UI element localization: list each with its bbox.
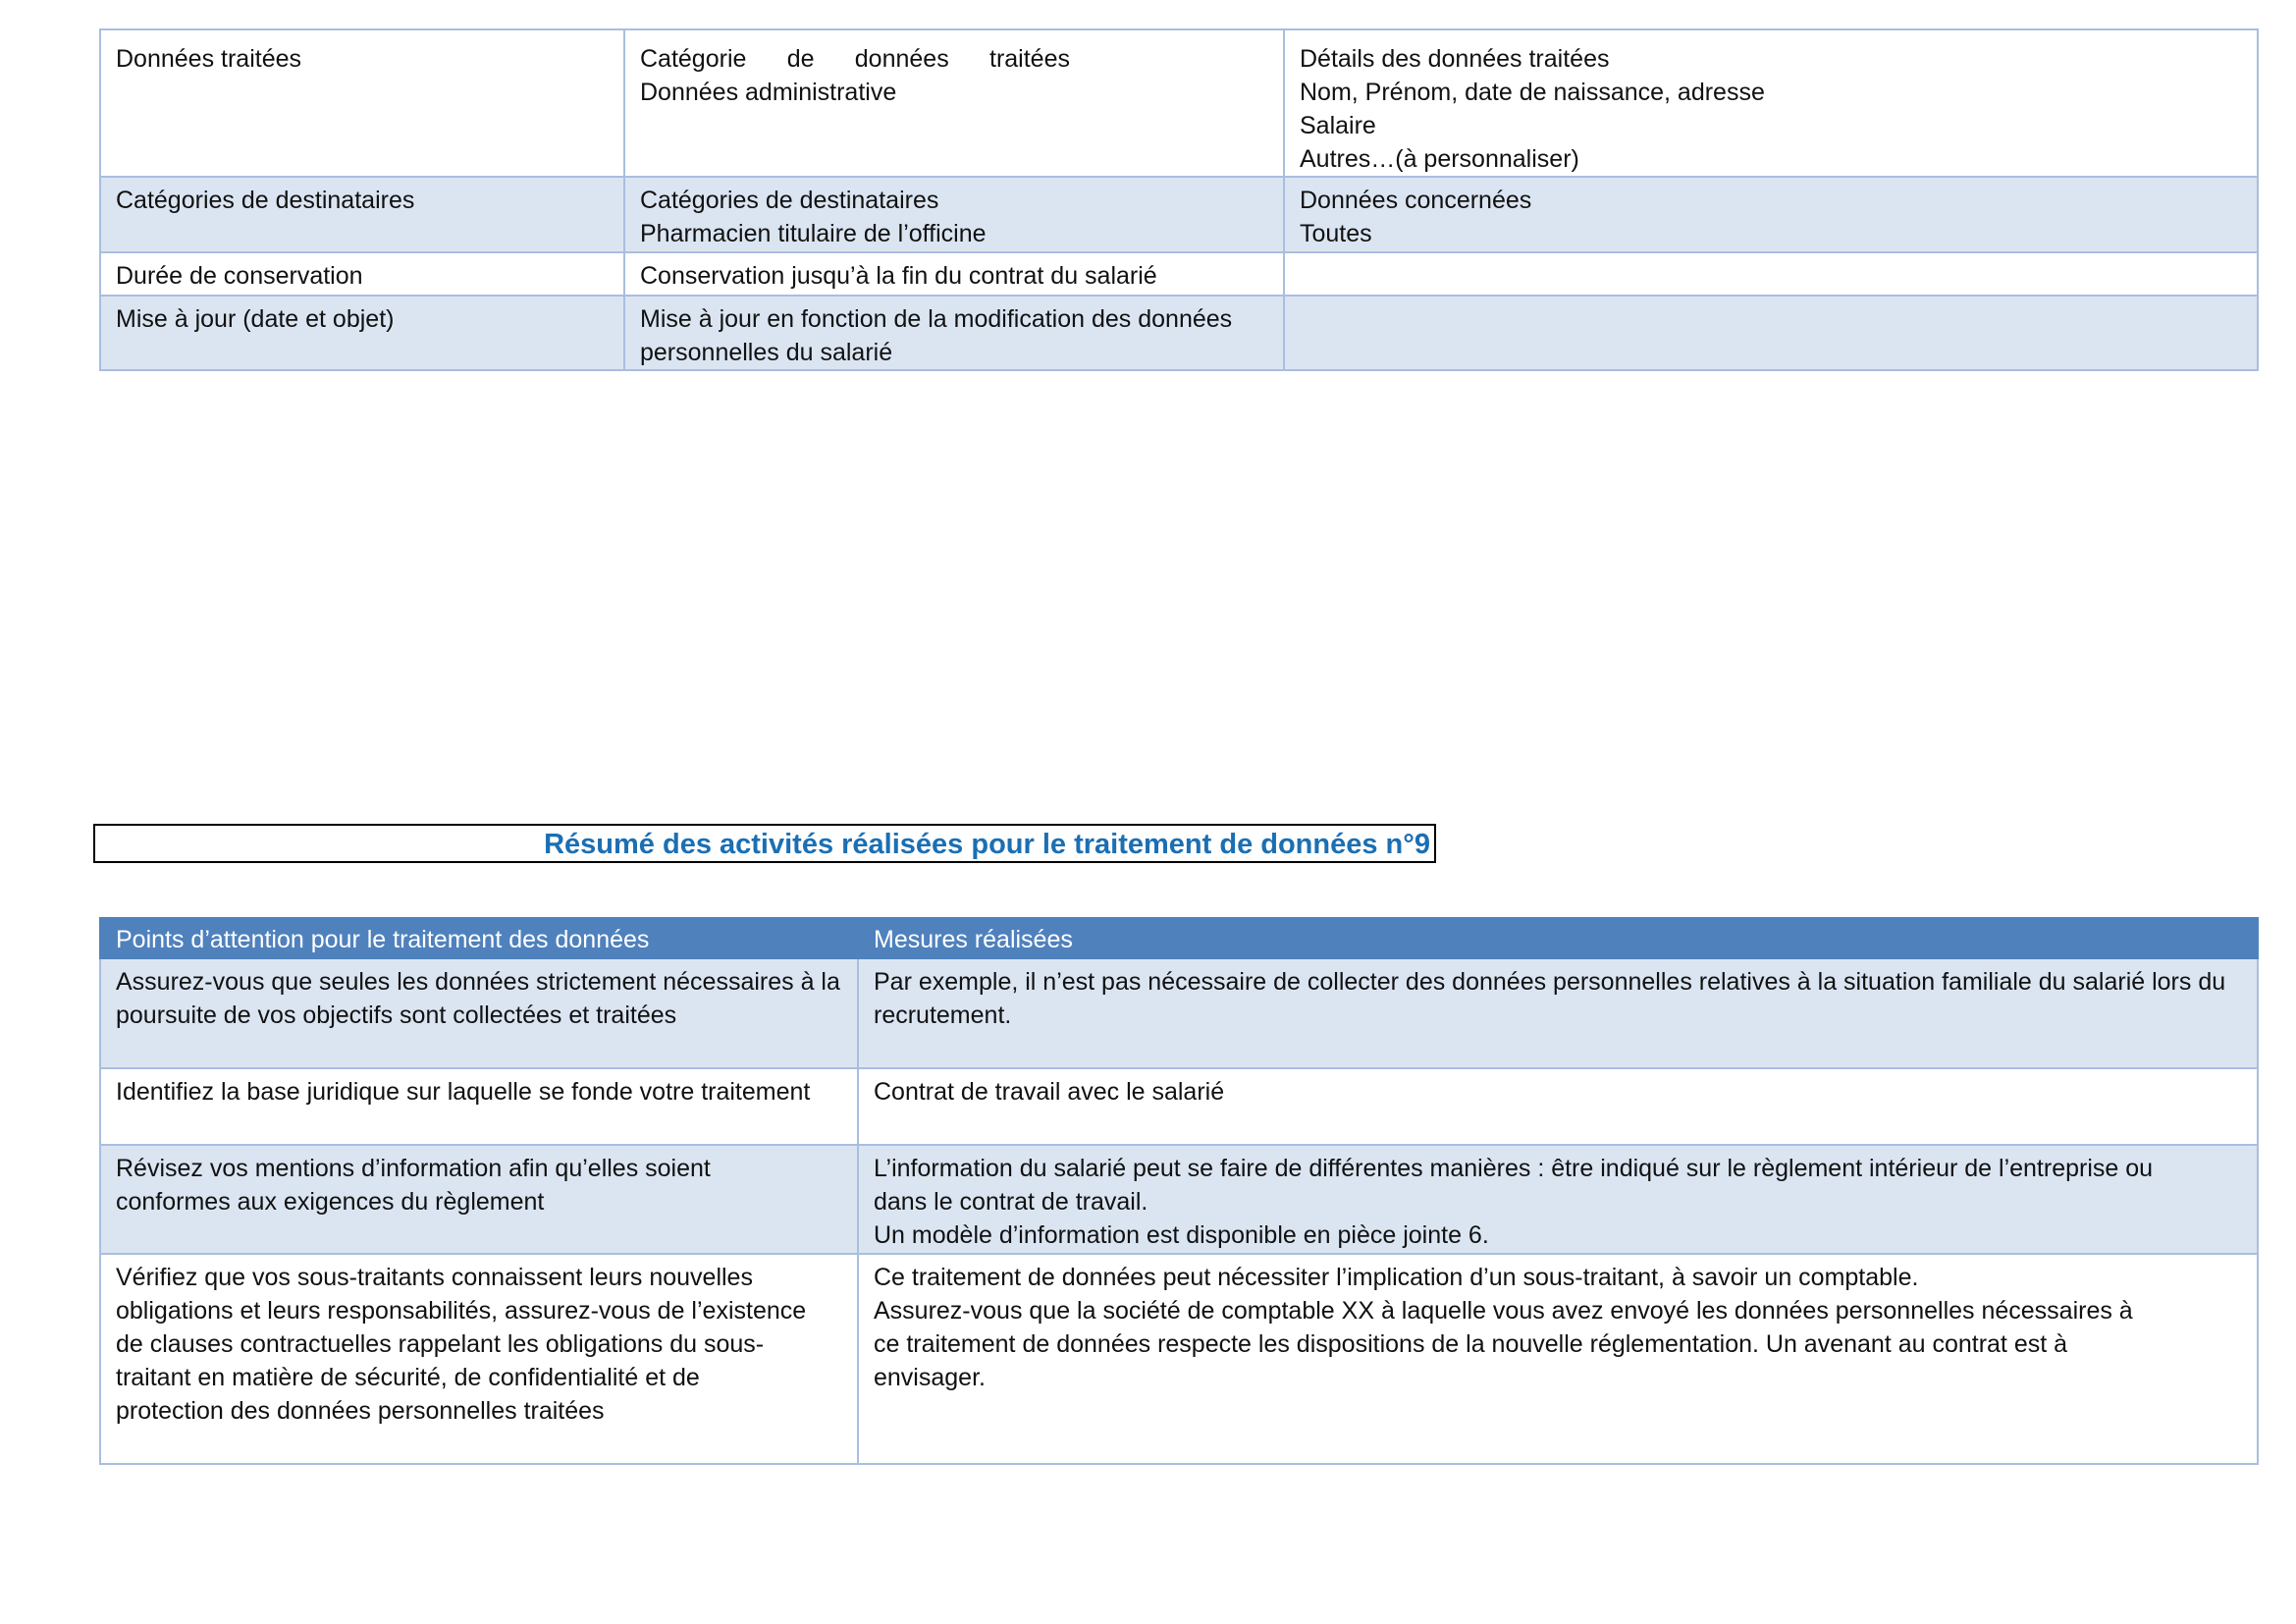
cell-line: Salaire xyxy=(1300,112,1376,139)
table-row xyxy=(100,1068,2258,1145)
table-row xyxy=(100,252,2258,296)
measure-cell xyxy=(858,1254,2258,1464)
retention-cell xyxy=(624,252,1284,296)
cell-line: Conservation jusqu’à la fin du contrat du salarié xyxy=(640,262,1157,290)
summary-title: Résumé des activités réalisées pour le traitement de données n°9 xyxy=(544,829,1430,860)
empty-cell xyxy=(1284,252,2258,296)
processing-details-table xyxy=(99,28,2259,371)
row-label: Mise à jour (date et objet) xyxy=(100,296,624,370)
justified-line: Catégorie de données traitées xyxy=(640,45,1070,73)
table-row xyxy=(100,296,2258,370)
empty-cell xyxy=(1284,296,2258,370)
cell-line: dans le contrat de travail. xyxy=(874,1188,1148,1216)
cell-line: Données concernées xyxy=(1300,187,1532,214)
cell-line: personnelles du salarié xyxy=(640,339,893,366)
table-row xyxy=(100,29,2258,177)
cell-line: Nom, Prénom, date de naissance, adresse xyxy=(1300,79,1765,106)
row-label: Données traitées xyxy=(100,29,624,177)
cell-line: Catégories de destinataires xyxy=(640,187,939,214)
cell-line: L’information du salarié peut se faire de différentes manières : être indiqué sur le règlement intérieur de l’entreprise ou xyxy=(874,1155,2154,1182)
cell-line: traitant en matière de sécurité, de confidentialité et de xyxy=(116,1364,700,1391)
cell-line: recrutement. xyxy=(874,1001,1012,1029)
column-header-measures: Mesures réalisées xyxy=(858,918,2258,958)
table-row xyxy=(100,177,2258,252)
cell-line: Données administrative xyxy=(640,79,897,106)
table-row xyxy=(100,1254,2258,1464)
cell-line: Vérifiez que vos sous-traitants connaissent leurs nouvelles xyxy=(116,1264,753,1291)
cell-line: Identifiez la base juridique sur laquelle se fonde votre traitement xyxy=(116,1078,811,1106)
cell-line: Pharmacien titulaire de l’officine xyxy=(640,220,987,247)
column-header-attention-points: Points d’attention pour le traitement des données xyxy=(100,918,858,958)
attention-point-cell xyxy=(100,958,858,1068)
cell-line: envisager. xyxy=(874,1364,986,1391)
cell-line: Contrat de travail avec le salarié xyxy=(874,1078,1225,1106)
cell-line: Ce traitement de données peut nécessiter l’implication d’un sous-traitant, à savoir un comptable. xyxy=(874,1264,1919,1291)
cell-line: Révisez vos mentions d’information afin qu’elles soient xyxy=(116,1155,711,1182)
cell-line: Un modèle d’information est disponible en pièce jointe 6. xyxy=(874,1221,1489,1249)
measure-cell xyxy=(858,958,2258,1068)
cell-line: Mise à jour en fonction de la modification des données xyxy=(640,305,1233,333)
summary-title-box xyxy=(93,824,1436,863)
cell-line: Autres…(à personnaliser) xyxy=(1300,145,1579,173)
cell-line: Assurez-vous que seules les données strictement nécessaires à la xyxy=(116,968,840,996)
attention-point-cell xyxy=(100,1254,858,1464)
cell-line: Assurez-vous que la société de comptable XX à laquelle vous avez envoyé les données personnelles nécessaires à xyxy=(874,1297,2133,1325)
attention-point-cell xyxy=(100,1145,858,1254)
cell-line: conformes aux exigences du règlement xyxy=(116,1188,545,1216)
data-category-cell xyxy=(624,29,1284,177)
measure-cell xyxy=(858,1068,2258,1145)
row-label: Durée de conservation xyxy=(100,252,624,296)
data-details-cell xyxy=(1284,29,2258,177)
table-row xyxy=(100,958,2258,1068)
cell-line: protection des données personnelles traitées xyxy=(116,1397,605,1425)
update-cell xyxy=(624,296,1284,370)
row-label: Catégories de destinataires xyxy=(100,177,624,252)
activities-summary-table xyxy=(99,917,2259,1465)
cell-line: obligations et leurs responsabilités, assurez-vous de l’existence xyxy=(116,1297,807,1325)
cell-line: Détails des données traitées xyxy=(1300,45,1610,73)
recipients-cell xyxy=(624,177,1284,252)
cell-line: Par exemple, il n’est pas nécessaire de collecter des données personnelles relatives à la situation familiale du salarié lors du xyxy=(874,968,2226,996)
cell-line: Toutes xyxy=(1300,220,1372,247)
attention-point-cell xyxy=(100,1068,858,1145)
cell-line: de clauses contractuelles rappelant les obligations du sous- xyxy=(116,1330,765,1358)
table-header-row xyxy=(100,918,2258,958)
cell-line: ce traitement de données respecte les dispositions de la nouvelle réglementation. Un avenant au contrat est à xyxy=(874,1330,2068,1358)
table-row xyxy=(100,1145,2258,1254)
concerned-data-cell xyxy=(1284,177,2258,252)
cell-line: poursuite de vos objectifs sont collectées et traitées xyxy=(116,1001,677,1029)
measure-cell xyxy=(858,1145,2258,1254)
